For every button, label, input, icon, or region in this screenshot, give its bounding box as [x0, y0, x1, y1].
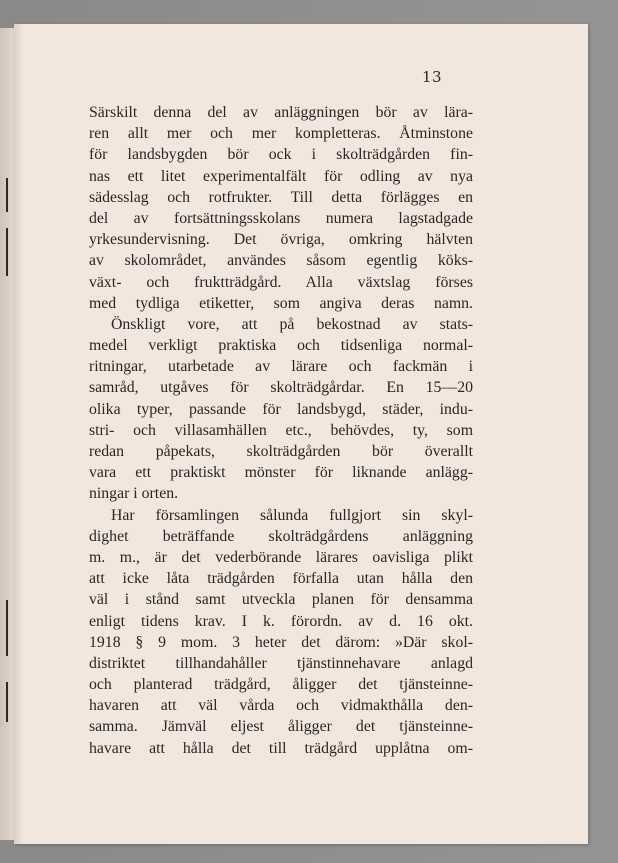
text-line: av skolområdet, användes såsom egentlig köks- [89, 252, 473, 270]
text-line: Har församlingen sålunda fullgjort sin skyl- [111, 506, 473, 524]
text-line: havare att hålla det till trädgård upplåtna om- [89, 739, 473, 757]
text-line: och planterad trädgård, åligger det tjänsteinne- [89, 676, 473, 694]
text-line: 1918 § 9 mom. 3 heter det därom: »Där skol- [89, 633, 473, 651]
margin-mark [6, 600, 8, 656]
text-line: ningar i orten. [89, 485, 179, 503]
margin-mark [6, 228, 8, 276]
page-number: 13 [422, 68, 443, 86]
text-line: samråd, utgåves för skolträdgårdar. En 15—20 [89, 379, 473, 397]
text-line: väl i stånd samt utveckla planen för densamma [89, 591, 473, 609]
text-line: vara ett praktiskt mönster för liknande anlägg- [89, 464, 473, 482]
text-line: yrkesundervisning. Det övriga, omkring hälvten [89, 231, 473, 249]
text-line: redan påpekats, skolträdgården bör överallt [89, 443, 473, 460]
text-line: Särskilt denna del av anläggningen bör av lära- [89, 104, 473, 121]
text-line: Önskligt vore, att på bekostnad av stats- [111, 315, 473, 333]
text-line: ren allt mer och mer kompletteras. Åtminstone [89, 125, 473, 143]
text-line: sädesslag och rotfrukter. Till detta förlägges en [89, 188, 473, 206]
text-line: ritningar, utarbetade av lärare och fackmän i [89, 358, 473, 376]
text-line: distriktet tillhandahåller tjänstinnehavare anlagd [89, 654, 473, 672]
text-line: olika typer, passande för landsbygd, städer, indu- [89, 400, 473, 418]
margin-mark [6, 178, 8, 212]
text-line: nas ett litet experimentalfält för odling av nya [89, 167, 473, 185]
text-line: växt- och fruktträdgård. Alla växtslag förses [89, 273, 473, 291]
text-line: m. m., är det vederbörande lärares oavisliga plikt [89, 548, 473, 566]
book-page [14, 24, 588, 844]
text-line: medel verkligt praktiska och tidsenliga normal- [89, 337, 473, 355]
margin-mark [6, 682, 8, 722]
text-line: stri- och villasamhällen etc., behövdes, ty, som [89, 421, 473, 439]
text-line: del av fortsättningsskolans numera lagstadgade [89, 209, 473, 227]
text-line: enligt tidens krav. I k. förordn. av d. 16 okt. [89, 612, 473, 630]
text-line: att icke låta trädgården förfalla utan hålla den [89, 570, 473, 588]
text-line: dighet beträffande skolträdgårdens anläggning [89, 527, 473, 545]
text-line: havaren att väl vårda och vidmakthålla den- [89, 697, 473, 715]
text-line: med tydliga etiketter, som angiva deras namn. [89, 294, 473, 312]
text-line: för landsbygden bör ock i skolträdgården fin- [89, 146, 473, 164]
body-text [89, 102, 473, 759]
text-line: samma. Jämväl eljest åligger det tjänsteinne- [89, 718, 473, 736]
